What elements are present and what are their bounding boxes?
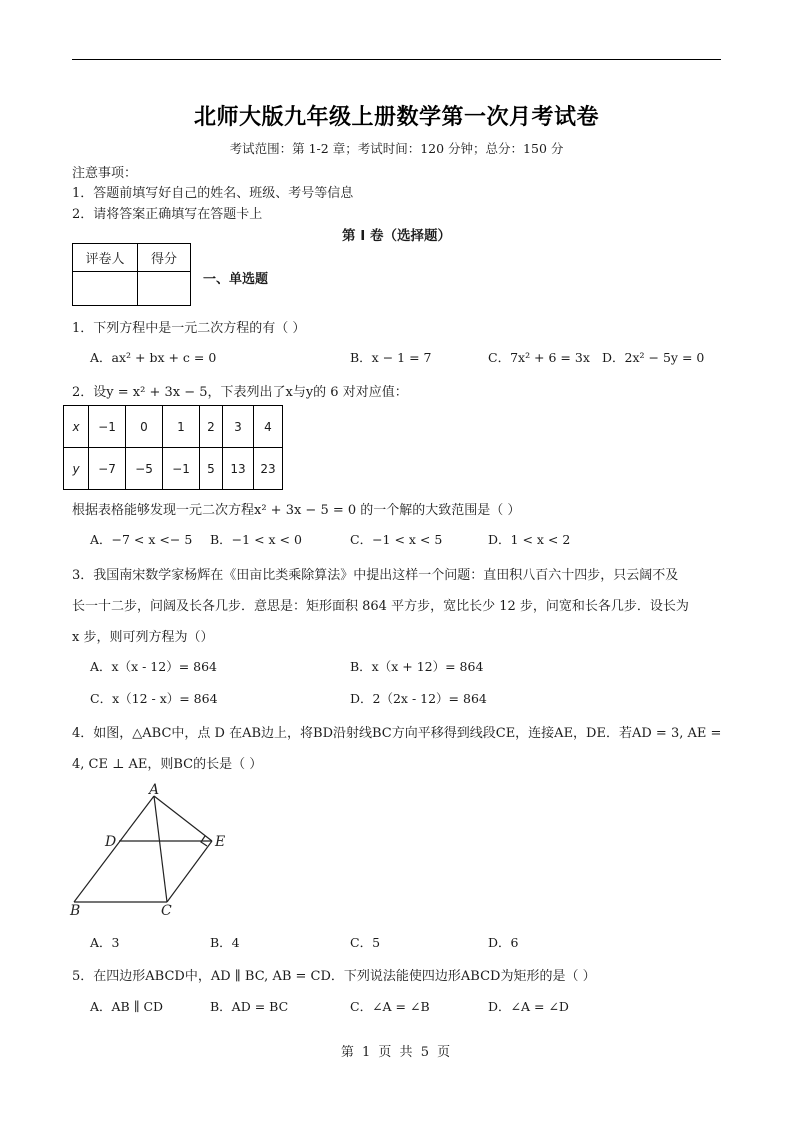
page-number: 第 1 页 共 5 页 [340, 1045, 453, 1060]
question-4-line: 4．如图，△ABC中，点 D 在AB边上，将BD沿射线BC方向平移得到线段CE，连接AE，DE．若AD = 3, AE = [72, 726, 722, 741]
score-header: 得分 [138, 244, 191, 272]
question-4-option-c[interactable]: C．5 [350, 935, 381, 950]
table-cell: 23 [254, 448, 283, 490]
question-3-line: 长一十二步，问阔及长各几步．意思是：矩形面积 864 平方步，宽比长少 12 步，问宽和长各几步．设长为 [72, 599, 689, 614]
question-2-stem-2: 根据表格能够发现一元二次方程x² + 3x − 5 = 0 的一个解的大致范围是（ ） [72, 503, 521, 518]
grader-cell[interactable] [73, 272, 138, 306]
question-3-option-a[interactable]: A．x（x - 12）= 864 [90, 659, 218, 674]
table-cell: 3 [223, 406, 254, 448]
question-3-line: 3．我国南宋数学家杨辉在《田亩比类乘除算法》中提出这样一个问题：直田积八百六十四步，只云阔不及 [72, 568, 679, 583]
question-3-line: x 步，则可列方程为（） [72, 630, 214, 645]
segment-ac [154, 796, 167, 902]
table-row [64, 448, 283, 490]
question-1-option-a[interactable]: A．ax² + bx + c = 0 [90, 350, 217, 365]
question-3-option-b[interactable]: B．x（x + 12）= 864 [350, 659, 484, 674]
question-1-option-d[interactable]: D．2x² − 5y = 0 [602, 350, 705, 365]
question-1-stem: 1．下列方程中是一元二次方程的有（ ） [72, 321, 306, 336]
table-cell: 0 [126, 406, 163, 448]
question-4-option-a[interactable]: A．3 [90, 935, 120, 950]
section-title: 第 I 卷（选择题） [342, 228, 451, 244]
table-cell: 13 [223, 448, 254, 490]
question-5-option-d[interactable]: D．∠A = ∠D [488, 999, 569, 1014]
question-5-stem: 5．在四边形ABCD中，AD ∥ BC, AB = CD．下列说法能使四边形ABCD为矩形的是（ ） [72, 969, 596, 984]
label-a: A [149, 782, 160, 798]
question-2-option-b[interactable]: B．−1 < x < 0 [210, 532, 302, 547]
note-item: 1．答题前填写好自己的姓名、班级、考号等信息 [72, 186, 354, 201]
question-2-option-d[interactable]: D．1 < x < 2 [488, 532, 571, 547]
label-c: C [161, 903, 172, 919]
question-2-option-c[interactable]: C．−1 < x < 5 [350, 532, 443, 547]
question-3-option-d[interactable]: D．2（2x - 12）= 864 [350, 691, 487, 706]
question-1-option-c[interactable]: C．7x² + 6 = 3x [488, 350, 590, 365]
value-table [63, 405, 283, 490]
question-4-option-b[interactable]: B．4 [210, 935, 240, 950]
label-b: B [70, 903, 81, 919]
exam-title: 北师大版九年级上册数学第一次月考试卷 [193, 105, 599, 130]
question-4-line: 4, CE ⊥ AE，则BC的长是（ ） [72, 757, 263, 772]
question-2-option-a[interactable]: A．−7 < x <− 5 [90, 532, 193, 547]
table-cell: 4 [254, 406, 283, 448]
notes-heading: 注意事项： [72, 166, 138, 181]
question-1-option-b[interactable]: B．x − 1 = 7 [350, 350, 432, 365]
exam-subtitle: 考试范围：第 1-2 章；考试时间：120 分钟；总分：150 分 [229, 141, 564, 156]
question-5-option-a[interactable]: A．AB ∥ CD [90, 999, 164, 1014]
question-2-stem: 2．设y = x² + 3x − 5，下表列出了x与y的 6 对对应值： [72, 385, 408, 400]
label-e: E [215, 834, 226, 850]
table-cell: x [64, 406, 89, 448]
segment-ae [154, 796, 212, 841]
table-cell: y [64, 448, 89, 490]
question-5-option-c[interactable]: C．∠A = ∠B [350, 999, 430, 1014]
table-cell: 2 [200, 406, 223, 448]
segment-ce [167, 841, 212, 902]
table-cell: 5 [200, 448, 223, 490]
header-rule [72, 59, 721, 60]
geometry-figure [60, 780, 230, 920]
question-4-option-d[interactable]: D．6 [488, 935, 519, 950]
table-cell: −1 [89, 406, 126, 448]
table-cell: −7 [89, 448, 126, 490]
question-3-option-c[interactable]: C．x（12 - x）= 864 [90, 691, 218, 706]
table-cell: −1 [163, 448, 200, 490]
score-cell[interactable] [138, 272, 191, 306]
table-cell: −5 [126, 448, 163, 490]
question-5-option-b[interactable]: B．AD = BC [210, 999, 289, 1014]
part-heading: 一、单选题 [203, 272, 269, 287]
grader-table [72, 243, 191, 306]
label-d: D [105, 834, 117, 850]
table-row [64, 406, 283, 448]
grader-header: 评卷人 [73, 244, 138, 272]
table-cell: 1 [163, 406, 200, 448]
note-item: 2．请将答案正确填写在答题卡上 [72, 207, 263, 222]
